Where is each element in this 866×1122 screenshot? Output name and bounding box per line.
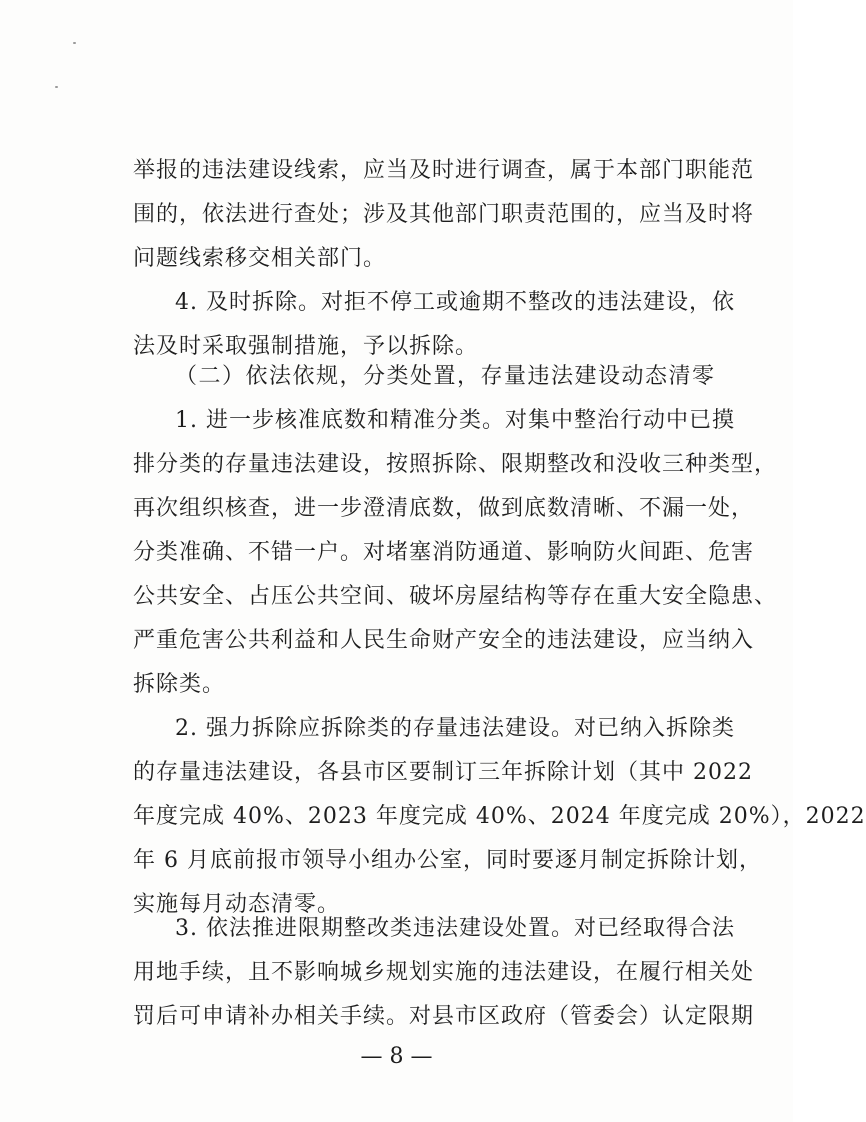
paragraph-line: 围的，依法进行查处；涉及其他部门职责范围的，应当及时将 <box>133 202 755 227</box>
paragraph-line: 3. 依法推进限期整改类违法建设处置。对已经取得合法 <box>175 916 735 941</box>
paragraph-line: 用地手续，且不影响城乡规划实施的违法建设，在履行相关处 <box>133 960 755 985</box>
paragraph-line: 排分类的存量违法建设，按照拆除、限期整改和没收三种类型， <box>133 452 778 477</box>
paragraph-line: 举报的违法建设线索，应当及时进行调查，属于本部门职能范 <box>133 158 755 183</box>
paragraph-line: 实施每月动态清零。 <box>133 892 341 917</box>
scan-speck <box>73 42 76 44</box>
paragraph-line: 年度完成 40%、2023 年度完成 40%、2024 年度完成 20%），2022 <box>133 804 866 829</box>
paragraph-line: 1. 进一步核准底数和精准分类。对集中整治行动中已摸 <box>175 408 735 433</box>
paragraph-line: 年 6 月底前报市领导小组办公室，同时要逐月制定拆除计划， <box>133 848 762 873</box>
paragraph-line: 再次组织核查，进一步澄清底数，做到底数清晰、不漏一处， <box>133 496 755 521</box>
paragraph-line: 的存量违法建设，各县市区要制订三年拆除计划（其中 2022 <box>133 760 753 785</box>
paragraph-line: 问题线索移交相关部门。 <box>133 246 387 271</box>
scan-speck <box>55 86 58 88</box>
paragraph-line: 2. 强力拆除应拆除类的存量违法建设。对已纳入拆除类 <box>175 716 735 741</box>
section-heading: （二）依法依规，分类处置，存量违法建设动态清零 <box>175 364 716 389</box>
paragraph-line: 法及时采取强制措施，予以拆除。 <box>133 334 479 359</box>
paragraph-line: 拆除类。 <box>133 672 226 697</box>
paragraph-line: 4. 及时拆除。对拒不停工或逾期不整改的违法建设，依 <box>175 290 735 315</box>
paragraph-line: 罚后可申请补办相关手续。对县市区政府（管委会）认定限期 <box>133 1004 755 1029</box>
paragraph-line: 严重危害公共利益和人民生命财产安全的违法建设，应当纳入 <box>133 628 755 653</box>
paragraph-line: 分类准确、不错一户。对堵塞消防通道、影响防火间距、危害 <box>133 540 755 565</box>
paragraph-line: 公共安全、占压公共空间、破坏房屋结构等存在重大安全隐患、 <box>133 584 778 609</box>
page-number: — 8 — <box>360 1044 433 1069</box>
